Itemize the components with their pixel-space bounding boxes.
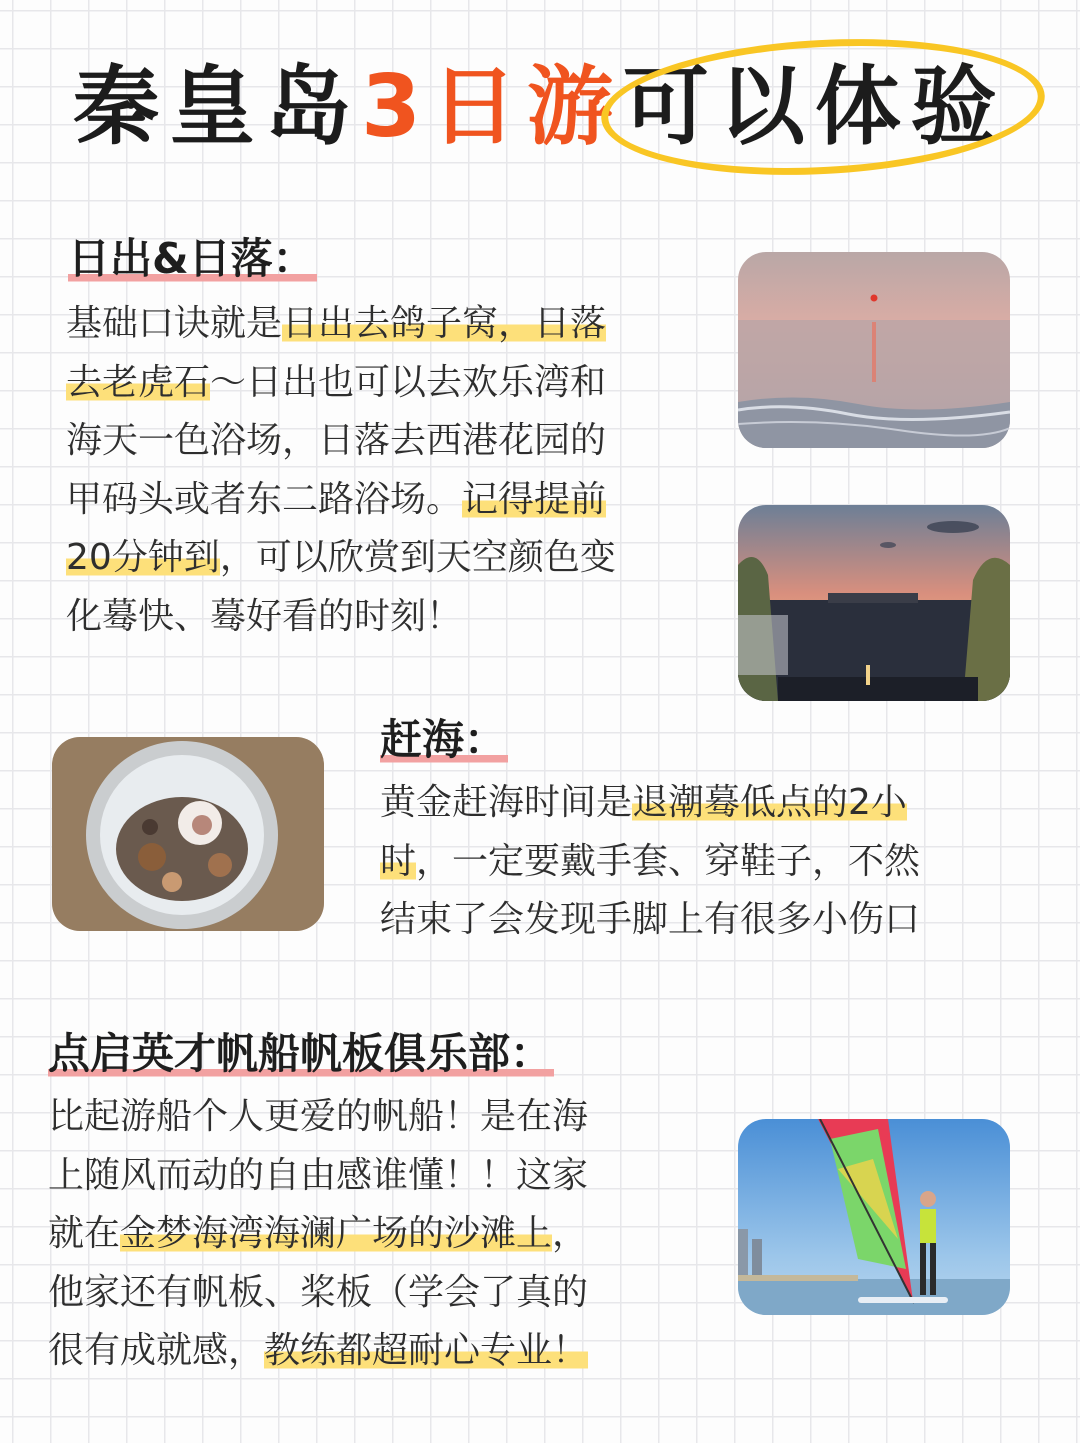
text-segment: 就在 (48, 1213, 121, 1254)
windsurf-photo (738, 1119, 1010, 1315)
highlight-segment: 去老虎石 (66, 361, 211, 403)
text-segment: 他家还有帆板、桨板（学会了真的 (48, 1271, 589, 1313)
sail-line-5 (48, 1322, 588, 1381)
tide-line-2 (380, 833, 920, 892)
text-segment: ，可以欣赏到天空颜色变 (219, 537, 616, 578)
section-body-sail (48, 1088, 588, 1381)
section-heading-sail (48, 1027, 554, 1081)
section-heading-tide-text: 赶海： (380, 713, 508, 767)
sail-line-3 (48, 1205, 588, 1264)
text-segment: 上随风而动的自由感谁懂！！这家 (48, 1154, 589, 1196)
sun-line-6 (66, 588, 616, 647)
highlight-segment: 日出去鸽子窝，日落 (282, 303, 607, 344)
sun-line-3 (66, 412, 616, 471)
text-segment: 比起游船个人更爱的帆船！是在海 (48, 1096, 589, 1137)
highlight-segment: 记得提前 (462, 478, 607, 520)
sail-line-2 (48, 1147, 588, 1206)
section-heading-sun-text: 日出&日落： (68, 232, 317, 286)
highlight-segment: 退潮蓦低点的2小 (632, 782, 907, 823)
text-segment: 化蓦快、蓦好看的时刻！ (66, 595, 463, 637)
section-body-sun (66, 295, 616, 646)
sun-line-2 (66, 354, 616, 413)
section-heading-tide (380, 713, 508, 767)
page-title (0, 52, 1080, 162)
title-part1: 秦皇岛 (73, 57, 362, 157)
title-part3: 可以体验 (622, 57, 1007, 157)
tide-line-1 (380, 774, 920, 833)
sail-line-4 (48, 1264, 588, 1323)
text-segment: 甲码头或者东二路浴场。 (66, 478, 463, 520)
section-body-tide (380, 774, 920, 950)
text-segment: 基础口诀就是 (66, 303, 283, 344)
section-heading-sail-text: 点启英才帆船帆板俱乐部： (48, 1027, 554, 1081)
highlight-segment: 时 (380, 840, 417, 882)
sail-line-1 (48, 1088, 588, 1147)
highlight-segment: 20分钟到 (66, 537, 220, 578)
text-segment: 结束了会发现手脚上有很多小伤口 (380, 899, 921, 940)
sunset-photo (738, 505, 1010, 701)
text-segment: 很有成就感， (48, 1330, 265, 1371)
text-segment: ，一定要戴手套、穿鞋子，不然 (416, 840, 921, 882)
highlight-segment: 金梦海湾海澜广场的沙滩上 (120, 1213, 553, 1254)
text-segment: 黄金赶海时间是 (380, 782, 633, 823)
shells-photo (52, 737, 324, 931)
sunrise-photo (738, 252, 1010, 448)
tide-line-3 (380, 891, 920, 950)
title-part2: 3日游 (361, 57, 623, 157)
sun-line-4 (66, 471, 616, 530)
sun-line-5 (66, 529, 616, 588)
text-segment: ， (552, 1213, 589, 1254)
highlight-segment: 教练都超耐心专业！ (264, 1330, 589, 1371)
title-circled-part (623, 52, 1007, 162)
section-heading-sun (68, 232, 317, 286)
sun-line-1 (66, 295, 616, 354)
text-segment: ～日出也可以去欢乐湾和 (210, 361, 607, 403)
text-segment: 海天一色浴场，日落去西港花园的 (66, 420, 607, 461)
